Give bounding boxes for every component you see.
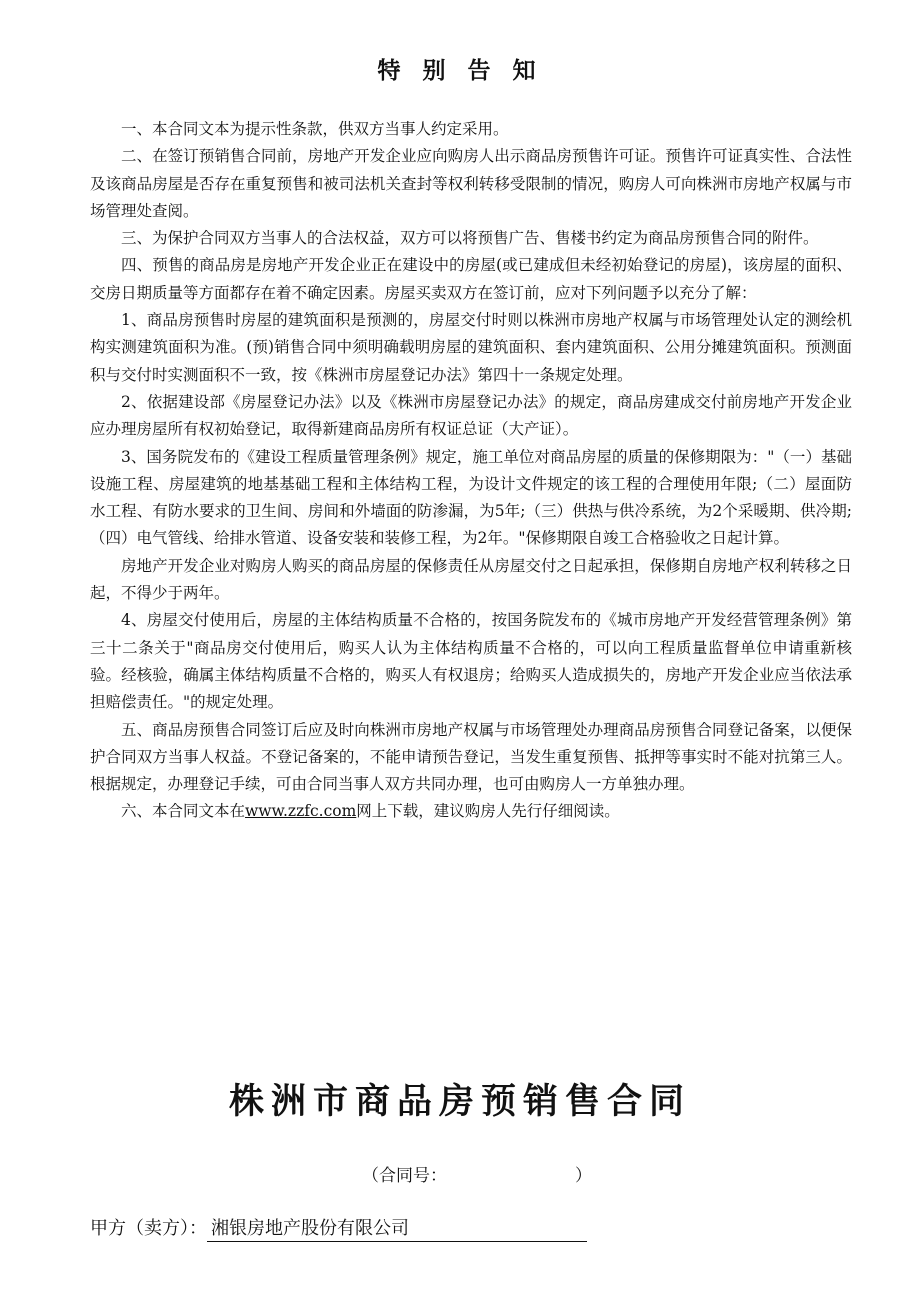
notice-paragraph-6-before: 六、本合同文本在 — [121, 802, 246, 821]
party-a-label: 甲方（卖方）： — [90, 1218, 207, 1239]
notice-item-3-warranty: 房地产开发企业对购房人购买的商品房屋的保修责任从房屋交付之日起承担，保修期自房地产权利转移之日起，不得少于两年。 — [90, 556, 852, 603]
notice-item-3: 3、国务院发布的《建设工程质量管理条例》规定，施工单位对商品房屋的质量的保修期限为："（一）基础设施工程、房屋建筑的地基基础工程和主体结构工程，为设计文件规定的该工程的合理使用年限;（二）屋面防水工程、有防水要求的卫生间、房间和外墙面的防渗漏，为5年;（三）供热与供冷系统，为2个采暖期、供冷期;（四）电气管线、给排水管道、设备安装和装修工程，为2年。"保修期限自竣工合格验收之日起计算。 — [90, 447, 852, 548]
notice-paragraph-1: 一、本合同文本为提示性条款，供双方当事人约定采用。 — [121, 120, 509, 138]
notice-paragraph-5: 五、商品房预售合同签订后应及时向株洲市房地产权属与市场管理处办理商品房预售合同登记备案，以便保护合同双方当事人权益。不登记备案的，不能申请预告登记，当发生重复预售、抵押等事实时不能对抗第三人。根据规定，办理登记手续，可由合同当事人双方共同办理，也可由购房人一方单独办理。 — [90, 720, 852, 794]
party-a-line — [90, 1214, 587, 1242]
notice-body — [90, 116, 852, 826]
notice-paragraph-2: 二、在签订预销售合同前，房地产开发企业应向购房人出示商品房预售许可证。预售许可证真实性、合法性及该商品房屋是否存在重复预售和被司法机关查封等权利转移受限制的情况，购房人可向株洲市房地产权属与市场管理处查阅。 — [90, 147, 852, 220]
notice-item-1: 1、商品房预售时房屋的建筑面积是预测的，房屋交付时则以株洲市房地产权属与市场管理处认定的测绘机构实测建筑面积为准。(预)销售合同中须明确载明房屋的建筑面积、套内建筑面积、公用分摊建筑面积。预测面积与交付时实测面积不一致，按《株洲市房屋登记办法》第四十一条规定处理。 — [90, 311, 852, 384]
website-link[interactable]: www.zzfc.com — [245, 802, 357, 821]
contract-number-close: ） — [575, 1166, 592, 1186]
notice-item-4: 4、房屋交付使用后，房屋的主体结构质量不合格的，按国务院发布的《城市房地产开发经营管理条例》第三十二条关于"商品房交付使用后，购买人认为主体结构质量不合格的，可以向工程质量监督单位申请重新核验。经核验，确属主体结构质量不合格的，购买人有权退房；给购买人造成损失的，房地产开发企业应当依法承担赔偿责任。"的规定处理。 — [90, 611, 852, 712]
notice-paragraph-6 — [90, 798, 852, 825]
notice-paragraph-6-after: 网上下载，建议购房人先行仔细阅读。 — [356, 802, 620, 821]
contract-number — [362, 1161, 592, 1186]
notice-paragraph-3: 三、为保护合同双方当事人的合法权益，双方可以将预售广告、售楼书约定为商品房预售合同的附件。 — [121, 229, 819, 248]
notice-item-2: 2、依据建设部《房屋登记办法》以及《株洲市房屋登记办法》的规定，商品房建成交付前房地产开发企业应办理房屋所有权初始登记，取得新建商品房所有权证总证（大产证）。 — [90, 392, 852, 439]
contract-title: 株洲市商品房预销售合同 — [228, 1081, 691, 1122]
party-a-value: 湘银房地产股份有限公司 — [207, 1217, 587, 1242]
contract-number-label: （合同号： — [362, 1166, 447, 1186]
notice-paragraph-4: 四、预售的商品房是房地产开发企业正在建设中的房屋(或已建成但未经初始登记的房屋)，该房屋的面积、交房日期质量等方面都存在着不确定因素。房屋买卖双方在签订前，应对下列问题予以充分了解： — [90, 256, 852, 302]
notice-title: 特 别 告 知 — [377, 57, 543, 84]
